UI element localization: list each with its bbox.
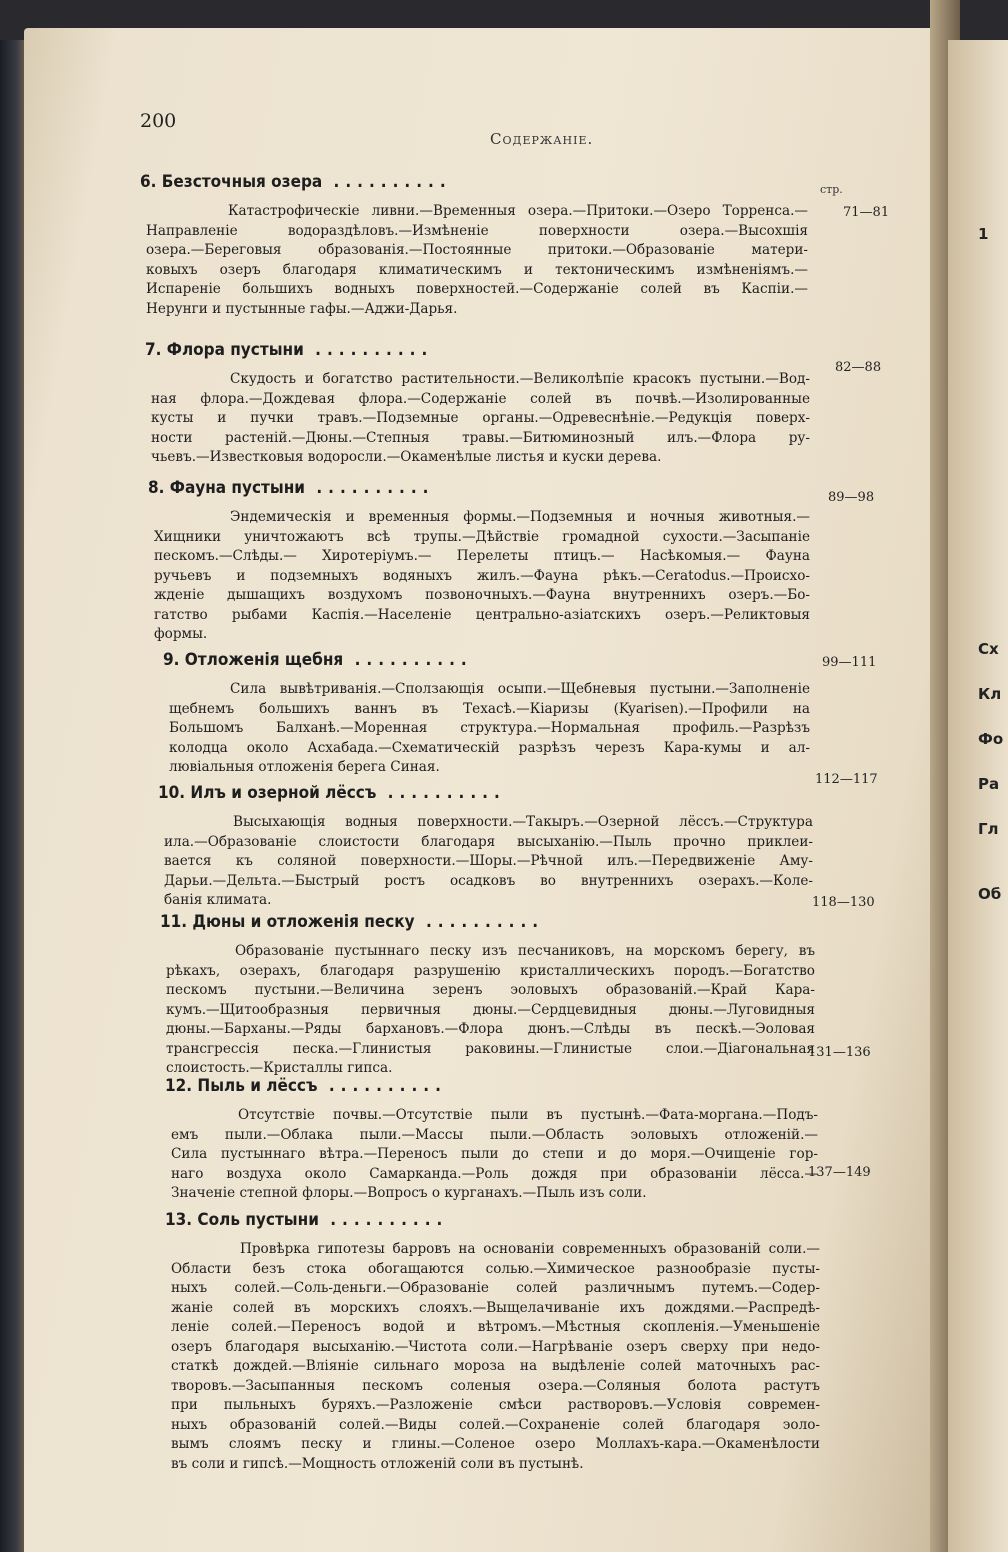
- entry-description: [171, 1106, 818, 1204]
- description-line: Испаренiе большихъ водныхъ поверхностей.—Содержанiе солей въ Каспiи.—: [146, 281, 808, 297]
- description-line: Направленiе водораздѣловъ.—Измѣненiе поверхности озера.—Высохшiя: [146, 222, 808, 239]
- entry-description: [164, 813, 813, 911]
- facing-page-fragment: Ра: [978, 775, 1000, 793]
- description-line: Сила вывѣтриванiя.—Сползающiя осыпи.—Щебневыя пустыни.—Заполненiе: [230, 681, 810, 697]
- description-line: озеръ благодаря высыханiю.—Чистота соли.—Нагрѣванiе озеръ сверху при недо-: [171, 1338, 820, 1355]
- description-line: Высыхающiя водныя поверхности.—Такыръ.—Озерной лёссъ.—Структура: [233, 814, 813, 830]
- toc-entry-title: [148, 478, 434, 498]
- description-line: жденiе дышащихъ воздухомъ позвоночныхъ.—Фауна внутреннихъ озеръ.—Бо-: [154, 587, 810, 603]
- entry-page-range: 137—149: [808, 1165, 871, 1180]
- description-line: ная флора.—Дождевая флора.—Содержанiе солей въ почвѣ.—Изолированные: [151, 390, 810, 407]
- description-line: ныхъ образованiй солей.—Виды солей.—Сохраненiе солей благодаря эоло-: [171, 1416, 820, 1433]
- entry-title-text: 12. Пыль и лёссъ: [165, 1076, 318, 1096]
- description-line: лювiальныя отложенiя берега Синая.: [169, 759, 440, 775]
- facing-page-fragment: Гл: [978, 820, 999, 838]
- description-line: банiя климата.: [164, 892, 272, 908]
- entry-page-range: 71—81: [843, 205, 890, 220]
- leader-dots: ..........: [317, 1076, 447, 1096]
- description-line: Образованiе пустыннаго песку изъ песчаниковъ, на морскомъ берегу, въ: [235, 943, 815, 959]
- description-line: въ соли и гипсѣ.—Мощность отложенiй соли въ пустынѣ.: [171, 1455, 584, 1472]
- entry-title-text: 13. Соль пустыни: [165, 1210, 319, 1230]
- description-line: пескомъ.—Слѣды.— Хиротерiумъ.— Перелеты птицъ.— Насѣкомыя.— Фауна: [154, 548, 810, 564]
- entry-page-range: 99—111: [822, 655, 877, 670]
- description-line: кусты и пучки травъ.—Подземные органы.—Одревеснѣнiе.—Редукцiя поверх-: [151, 410, 810, 426]
- description-line: Эндемическiя и временныя формы.—Подземныя и ночныя животныя.—: [230, 509, 810, 525]
- description-line: гатство рыбами Каспiя.—Населенiе центрально-азiатскихъ озеръ.—Реликтовыя: [154, 606, 810, 623]
- description-line: вымъ слоямъ песку и глины.—Соленое озеро Моллахъ-кара.—Окаменѣлости: [171, 1436, 820, 1452]
- description-line: Дарьи.—Дельта.—Быстрый ростъ осадковъ во внутреннихъ озерахъ.—Коле-: [164, 872, 813, 889]
- entry-description: [154, 508, 810, 645]
- leader-dots: ..........: [322, 172, 452, 192]
- description-line: Хищники уничтожаютъ всѣ трупы.—Дѣйствiе громадной сухости.—Засыпанiе: [154, 528, 810, 545]
- description-line: ленiе солей.—Переносъ водой и вѣтромъ.—Мѣстныя скопленiя.—Уменьшенiе: [171, 1319, 820, 1335]
- description-line: формы.: [154, 626, 208, 642]
- entry-page-range: 89—98: [828, 490, 875, 505]
- description-line: вается къ соляной поверхности.—Шоры.—Рѣчной илъ.—Передвиженiе Аму-: [164, 853, 813, 869]
- entry-description: [171, 1240, 820, 1474]
- entry-page-range: 118—130: [812, 895, 875, 910]
- description-line: творовъ.—Засыпанныя пескомъ соленыя озера.—Соляныя болота растутъ: [171, 1377, 820, 1394]
- description-line: статкѣ дождей.—Влiянiе сильнаго мороза на выдѣленiе солей маточныхъ рас-: [171, 1358, 820, 1374]
- description-line: Катастрофическiе ливни.—Временныя озера.—Притоки.—Озеро Торренса.—: [228, 203, 808, 219]
- pages-column-label: стр.: [820, 183, 843, 196]
- toc-entry-title: [160, 912, 544, 932]
- entry-description: [166, 942, 815, 1079]
- entry-title-text: 8. Фауна пустыни: [148, 478, 306, 498]
- leader-dots: ..........: [318, 1210, 449, 1230]
- toc-entry-title: [145, 340, 433, 360]
- facing-page-fragment: Кл: [978, 685, 1002, 703]
- entry-title-text: 6. Безсточныя озера: [140, 172, 323, 192]
- description-line: дюны.—Барханы.—Ряды бархановъ.—Флора дюнъ.—Слѣды въ пескѣ.—Эоловая: [166, 1021, 815, 1037]
- description-line: при пыльныхъ буряхъ.—Разложенiе смѣси растворовъ.—Условiя современ-: [171, 1397, 820, 1413]
- entry-title-text: 9. Отложенiя щебня: [163, 650, 344, 670]
- entry-description: [146, 202, 808, 319]
- entry-description: [151, 370, 810, 468]
- description-line: Отсутствiе почвы.—Отсутствiе пыли въ пустынѣ.—Фата-моргана.—Подъ-: [238, 1107, 818, 1123]
- description-line: ручьевъ и подземныхъ водяныхъ жилъ.—Фауна рѣкъ.—Ceratodus.—Происхо-: [154, 567, 810, 584]
- description-line: Области безъ стока обогащаются солью.—Химическое разнообразiе пусты-: [171, 1260, 820, 1277]
- toc-entry-title: [140, 172, 452, 192]
- page-number: 200: [140, 110, 177, 132]
- description-line: рѣкахъ, озерахъ, благодаря разрушенiю кристаллическихъ породъ.—Богатство: [166, 962, 815, 979]
- leader-dots: ..........: [414, 912, 545, 932]
- toc-entry-title: [158, 783, 506, 803]
- description-line: чьевъ.—Известковыя водоросли.—Окаменѣлые листья и куски дерева.: [151, 449, 662, 465]
- facing-page-fragment: Фо: [978, 730, 1004, 748]
- entry-title-text: 7. Флора пустыни: [145, 340, 304, 360]
- description-line: трансгрессiя песка.—Глинистыя раковины.—Глинистые слои.—Дiагональная: [166, 1040, 815, 1057]
- toc-entry-title: [163, 650, 473, 670]
- description-line: колодца около Асхабада.—Схематическiй разрѣзъ черезъ Кара-кумы и ал-: [169, 739, 810, 756]
- description-line: Нерунги и пустынные гафы.—Аджи-Дарья.: [146, 300, 458, 317]
- description-line: наго воздуха около Самарканда.—Роль дождя при образованiи лёсса.—: [171, 1165, 818, 1182]
- facing-page-fragment: Сх: [978, 640, 999, 658]
- description-line: Скудость и богатство растительности.—Великолѣпiе красокъ пустыни.—Вод-: [230, 371, 810, 387]
- description-line: слоистость.—Кристаллы гипса.: [166, 1060, 393, 1076]
- leader-dots: ..........: [305, 478, 435, 498]
- description-line: Большомъ Балханѣ.—Моренная структура.—Нормальная профиль.—Разрѣзъ: [169, 720, 810, 736]
- entry-page-range: 112—117: [815, 772, 878, 787]
- description-line: ности растенiй.—Дюны.—Степныя травы.—Битюминозный илъ.—Флора ру-: [151, 429, 810, 446]
- description-line: емъ пыли.—Облака пыли.—Массы пыли.—Область эоловыхъ отложенiй.—: [171, 1126, 818, 1143]
- toc-entry-title: [165, 1210, 448, 1230]
- entry-title-text: 11. Дюны и отложенiя песку: [160, 912, 415, 932]
- facing-page-fragment: 1: [978, 225, 989, 243]
- entry-page-range: 82—88: [835, 360, 882, 375]
- description-line: щебнемъ большихъ ваннъ въ Техасѣ.—Кiаризы (Kyarisen).—Профили на: [169, 700, 810, 717]
- description-line: ныхъ солей.—Соль-деньги.—Образованiе солей различнымъ путемъ.—Содер-: [171, 1280, 820, 1296]
- leader-dots: ..........: [343, 650, 473, 670]
- description-line: пескомъ пустыни.—Величина зеренъ эоловыхъ образованiй.—Край Кара-: [166, 982, 815, 998]
- running-head: Содержанiе.: [490, 130, 594, 148]
- leader-dots: ..........: [376, 783, 506, 803]
- entry-description: [169, 680, 810, 778]
- description-line: Значенiе степной флоры.—Вопросъ о курганахъ.—Пыль изъ соли.: [171, 1185, 647, 1201]
- entry-page-range: 131—136: [808, 1045, 871, 1060]
- entry-title-text: 10. Илъ и озерной лёссъ: [158, 783, 377, 803]
- description-line: жанiе солей въ морскихъ слояхъ.—Выщелачиванiе ихъ дождями.—Распредѣ-: [171, 1299, 820, 1316]
- description-line: озера.—Береговыя образованiя.—Постоянные притоки.—Образованiе матери-: [146, 242, 808, 258]
- facing-page-fragment: Об: [978, 885, 1002, 903]
- description-line: ила.—Образованiе слоистости благодаря высыханiю.—Пыль прочно приклеи-: [164, 833, 813, 850]
- description-line: Провѣрка гипотезы барровъ на основанiи современныхъ образованiй соли.—: [240, 1241, 820, 1257]
- description-line: Сила пустыннаго вѣтра.—Переносъ пыли до степи и до моря.—Очищенiе гор-: [171, 1146, 818, 1162]
- toc-entry-title: [165, 1076, 447, 1096]
- leader-dots: ..........: [303, 340, 434, 360]
- description-line: ковыхъ озеръ благодаря климатическимъ и тектоническимъ измѣненiямъ.—: [146, 261, 808, 278]
- description-line: кумъ.—Щитообразныя первичныя дюны.—Сердцевидныя дюны.—Луговидныя: [166, 1001, 815, 1018]
- facing-page: [948, 40, 1008, 1552]
